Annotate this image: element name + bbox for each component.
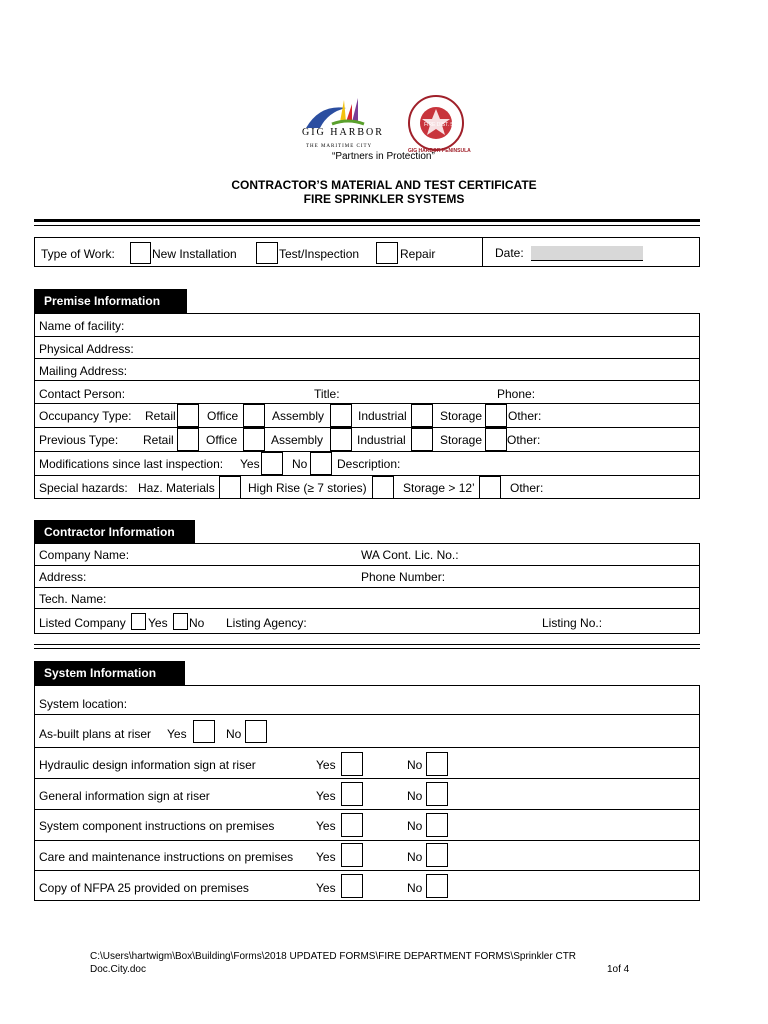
listed-company-yes-checkbox[interactable] [131, 613, 146, 630]
as-built-no-checkbox[interactable] [245, 720, 267, 743]
occupancy-industrial-checkbox[interactable] [411, 404, 433, 427]
care-instructions-label: Care and maintenance instructions on premises [39, 850, 294, 864]
header-rule-thin [34, 225, 700, 226]
listing-no-label: Listing No.: [542, 616, 603, 630]
contact-title-label: Title: [314, 387, 340, 401]
modifications-no-label: No [292, 457, 308, 471]
premise-section-header: Premise Information [34, 289, 187, 313]
general-sign-yes-label: Yes [316, 789, 336, 803]
premise-row-divider [34, 336, 700, 337]
footer-path-line1: C:\Users\hartwigm\Box\Building\Forms\2018 UPDATED FORMS\FIRE DEPARTMENT FORMS\Sprinkler CTR [90, 951, 577, 962]
high-rise-label: High Rise (≥ 7 stories) [248, 481, 367, 495]
fire-district-logo [404, 94, 471, 154]
mailing-address-label: Mailing Address: [39, 364, 128, 378]
listed-company-no-label: No [189, 616, 205, 630]
nfpa25-copy-no-label: No [407, 881, 423, 895]
date-label: Date: [495, 246, 524, 260]
system-row-divider [34, 870, 700, 871]
hazards-other-label: Other: [510, 481, 544, 495]
occupancy-storage-checkbox[interactable] [485, 404, 507, 427]
listed-company-no-checkbox[interactable] [173, 613, 188, 630]
partners-tagline: “Partners in Protection” [332, 151, 435, 162]
previous-retail-checkbox[interactable] [177, 428, 199, 451]
previous-storage-label: Storage [440, 433, 483, 447]
general-sign-no-checkbox[interactable] [426, 782, 448, 806]
occupancy-type-label: Occupancy Type: [39, 409, 132, 423]
listed-company-label: Listed Company [39, 616, 126, 630]
hydraulic-sign-yes-label: Yes [316, 758, 336, 772]
modifications-no-checkbox[interactable] [310, 452, 332, 475]
system-row-divider [34, 778, 700, 779]
component-instructions-no-checkbox[interactable] [426, 813, 448, 837]
general-sign-label: General information sign at riser [39, 789, 210, 803]
as-built-yes-label: Yes [167, 727, 187, 741]
repair-label: Repair [400, 247, 436, 261]
occupancy-retail-checkbox[interactable] [177, 404, 199, 427]
nfpa25-copy-yes-label: Yes [316, 881, 336, 895]
fire-logo-text: GIG HARBOR PENINSULA [408, 148, 471, 154]
listed-company-yes-label: Yes [148, 616, 168, 630]
modifications-yes-label: Yes [240, 457, 260, 471]
physical-address-label: Physical Address: [39, 342, 134, 356]
component-instructions-yes-label: Yes [316, 819, 336, 833]
care-instructions-no-label: No [407, 850, 423, 864]
previous-storage-checkbox[interactable] [485, 428, 507, 451]
system-row-divider [34, 809, 700, 810]
company-name-label: Company Name: [39, 548, 130, 562]
hydraulic-sign-yes-checkbox[interactable] [341, 752, 363, 776]
previous-type-label: Previous Type: [39, 433, 119, 447]
contractor-section-header: Contractor Information [34, 520, 195, 544]
wa-cont-lic-label: WA Cont. Lic. No.: [361, 548, 459, 562]
fire-logo-inner: FIRE DIST. 5 [424, 122, 454, 128]
premise-row-divider [34, 380, 700, 381]
premise-row-divider [34, 358, 700, 359]
name-of-facility-label: Name of facility: [39, 319, 125, 333]
hydraulic-sign-no-label: No [407, 758, 423, 772]
contractor-row-divider [34, 587, 700, 588]
previous-other-label: Other: [507, 433, 541, 447]
system-row-divider [34, 840, 700, 841]
contact-person-label: Contact Person: [39, 387, 126, 401]
page-title: CONTRACTOR’S MATERIAL AND TEST CERTIFICATE [231, 178, 537, 192]
test-inspection-checkbox[interactable] [256, 242, 278, 264]
system-location-label: System location: [39, 697, 128, 711]
header-rule-thick [34, 219, 700, 222]
nfpa25-copy-no-checkbox[interactable] [426, 874, 448, 898]
contractor-row-divider [34, 608, 700, 609]
contractor-phone-label: Phone Number: [361, 570, 446, 584]
care-instructions-yes-checkbox[interactable] [341, 843, 363, 867]
modifications-label: Modifications since last inspection: [39, 457, 224, 471]
previous-industrial-label: Industrial [357, 433, 406, 447]
test-inspection-label: Test/Inspection [279, 247, 360, 261]
new-installation-label: New Installation [152, 247, 237, 261]
footer-path-line2: Doc.City.doc [90, 964, 146, 975]
as-built-no-label: No [226, 727, 242, 741]
previous-industrial-checkbox[interactable] [411, 428, 433, 451]
premise-row-divider [34, 427, 700, 428]
page-subtitle: FIRE SPRINKLER SYSTEMS [303, 192, 465, 206]
occupancy-industrial-label: Industrial [358, 409, 407, 423]
type-of-work-divider [482, 237, 483, 267]
as-built-yes-checkbox[interactable] [193, 720, 215, 743]
new-installation-checkbox[interactable] [130, 242, 151, 264]
component-instructions-no-label: No [407, 819, 423, 833]
occupancy-office-checkbox[interactable] [243, 404, 265, 427]
storage-12-checkbox[interactable] [479, 476, 501, 499]
component-instructions-yes-checkbox[interactable] [341, 813, 363, 837]
modifications-description-label: Description: [337, 457, 401, 471]
contact-phone-label: Phone: [497, 387, 536, 401]
previous-office-checkbox[interactable] [243, 428, 265, 451]
general-sign-yes-checkbox[interactable] [341, 782, 363, 806]
premise-table [34, 313, 700, 499]
type-of-work-label: Type of Work: [41, 247, 115, 261]
occupancy-other-label: Other: [508, 409, 542, 423]
city-logo [300, 98, 384, 154]
special-hazards-label: Special hazards: [39, 481, 128, 495]
contractor-address-label: Address: [39, 570, 87, 584]
care-instructions-no-checkbox[interactable] [426, 843, 448, 867]
as-built-label: As-built plans at riser [39, 727, 152, 741]
occupancy-storage-label: Storage [440, 409, 483, 423]
occupancy-assembly-checkbox[interactable] [330, 404, 352, 427]
modifications-yes-checkbox[interactable] [261, 452, 283, 475]
haz-materials-checkbox[interactable] [219, 476, 241, 499]
premise-row-divider [34, 475, 700, 476]
footer-page-number: 1of 4 [607, 964, 630, 975]
premise-row-divider [34, 403, 700, 404]
system-row-divider [34, 714, 700, 715]
previous-assembly-checkbox[interactable] [330, 428, 352, 451]
system-section-header: System Information [34, 661, 185, 685]
general-sign-no-label: No [407, 789, 423, 803]
occupancy-office-label: Office [207, 409, 239, 423]
city-logo-tagline: THE MARITIME CITY [306, 144, 373, 149]
haz-materials-label: Haz. Materials [138, 481, 215, 495]
listing-agency-label: Listing Agency: [226, 616, 307, 630]
occupancy-retail-label: Retail [145, 409, 176, 423]
premise-row-divider [34, 451, 700, 452]
previous-retail-label: Retail [143, 433, 174, 447]
nfpa25-copy-label: Copy of NFPA 25 provided on premises [39, 881, 249, 895]
contractor-rule-1 [34, 644, 700, 645]
repair-checkbox[interactable] [376, 242, 398, 264]
contractor-row-divider [34, 565, 700, 566]
city-logo-text: GIG HARBOR [302, 127, 384, 138]
previous-office-label: Office [206, 433, 238, 447]
date-field[interactable] [531, 246, 643, 261]
hydraulic-sign-no-checkbox[interactable] [426, 752, 448, 776]
tech-name-label: Tech. Name: [39, 592, 107, 606]
care-instructions-yes-label: Yes [316, 850, 336, 864]
contractor-rule-2 [34, 648, 700, 649]
high-rise-checkbox[interactable] [372, 476, 394, 499]
hydraulic-sign-label: Hydraulic design information sign at riser [39, 758, 256, 772]
nfpa25-copy-yes-checkbox[interactable] [341, 874, 363, 898]
previous-assembly-label: Assembly [271, 433, 324, 447]
storage-12-label: Storage > 12’ [403, 481, 475, 495]
component-instructions-label: System component instructions on premises [39, 819, 275, 833]
occupancy-assembly-label: Assembly [272, 409, 325, 423]
system-row-divider [34, 747, 700, 748]
